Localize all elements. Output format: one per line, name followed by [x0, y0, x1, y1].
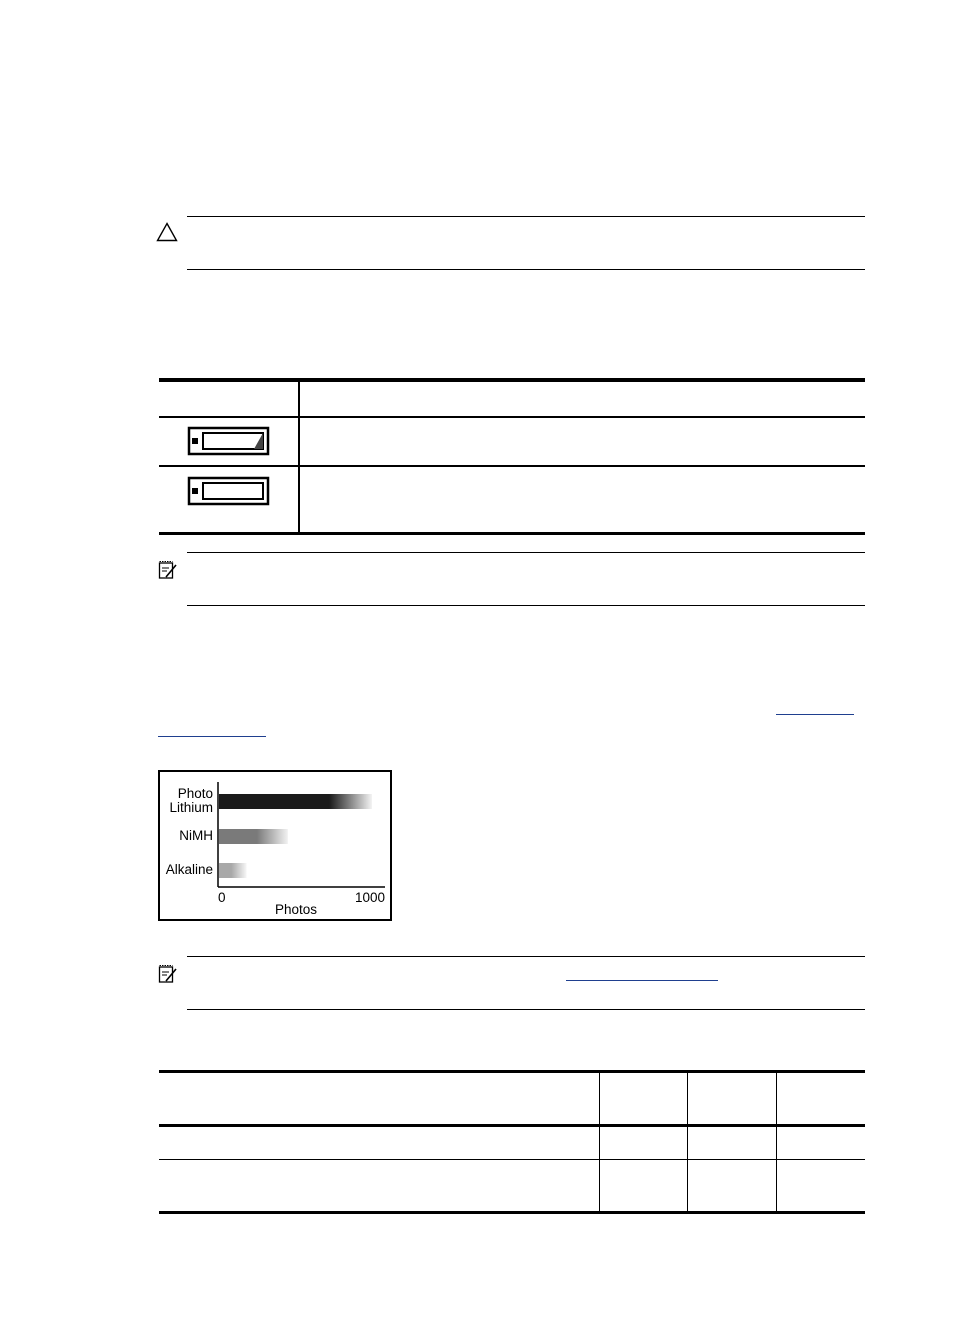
- note-bottom-rule: [187, 605, 865, 606]
- note-top-rule: [187, 552, 865, 553]
- bar-alkaline: [219, 863, 247, 878]
- x-tick-label: 1000: [355, 890, 386, 905]
- table-bottom-rule: [159, 1211, 865, 1214]
- table-row-rule: [159, 416, 865, 418]
- table-header-rule: [159, 1124, 865, 1127]
- link-underline[interactable]: [776, 714, 854, 715]
- table-column-divider: [298, 382, 300, 532]
- x-axis-label: Photos: [275, 902, 318, 917]
- category-label-alkaline: Alkaline: [165, 862, 213, 877]
- table-row-rule: [159, 1159, 865, 1160]
- caution-top-rule: [187, 216, 865, 217]
- category-label-line: Photo: [177, 786, 213, 801]
- bar-photo-lithium: [219, 794, 372, 809]
- caution-bottom-rule: [187, 269, 865, 270]
- x-tick-label: 0: [218, 890, 226, 905]
- warning-triangle-icon: [156, 222, 178, 242]
- category-label-nimh: NiMH: [179, 828, 213, 843]
- table-row-rule: [159, 465, 865, 467]
- link-underline[interactable]: [566, 980, 718, 981]
- battery-empty-icon: [186, 476, 270, 506]
- table-column-divider: [776, 1073, 777, 1211]
- link-underline[interactable]: [158, 736, 266, 737]
- table-top-rule: [159, 378, 865, 382]
- table-column-divider: [599, 1073, 600, 1211]
- category-label-line: Lithium: [169, 800, 213, 815]
- battery-life-chart: [158, 770, 392, 921]
- note-bottom-rule: [187, 1009, 865, 1010]
- battery-low-icon: [186, 426, 270, 456]
- table-column-divider: [687, 1073, 688, 1211]
- category-label-photo-lithium: [169, 787, 213, 815]
- table-top-rule: [159, 1070, 865, 1073]
- note-icon: [158, 560, 178, 580]
- note-top-rule: [187, 956, 865, 957]
- note-icon: [158, 964, 178, 984]
- bar-nimh: [219, 829, 288, 844]
- table-bottom-rule: [159, 532, 865, 535]
